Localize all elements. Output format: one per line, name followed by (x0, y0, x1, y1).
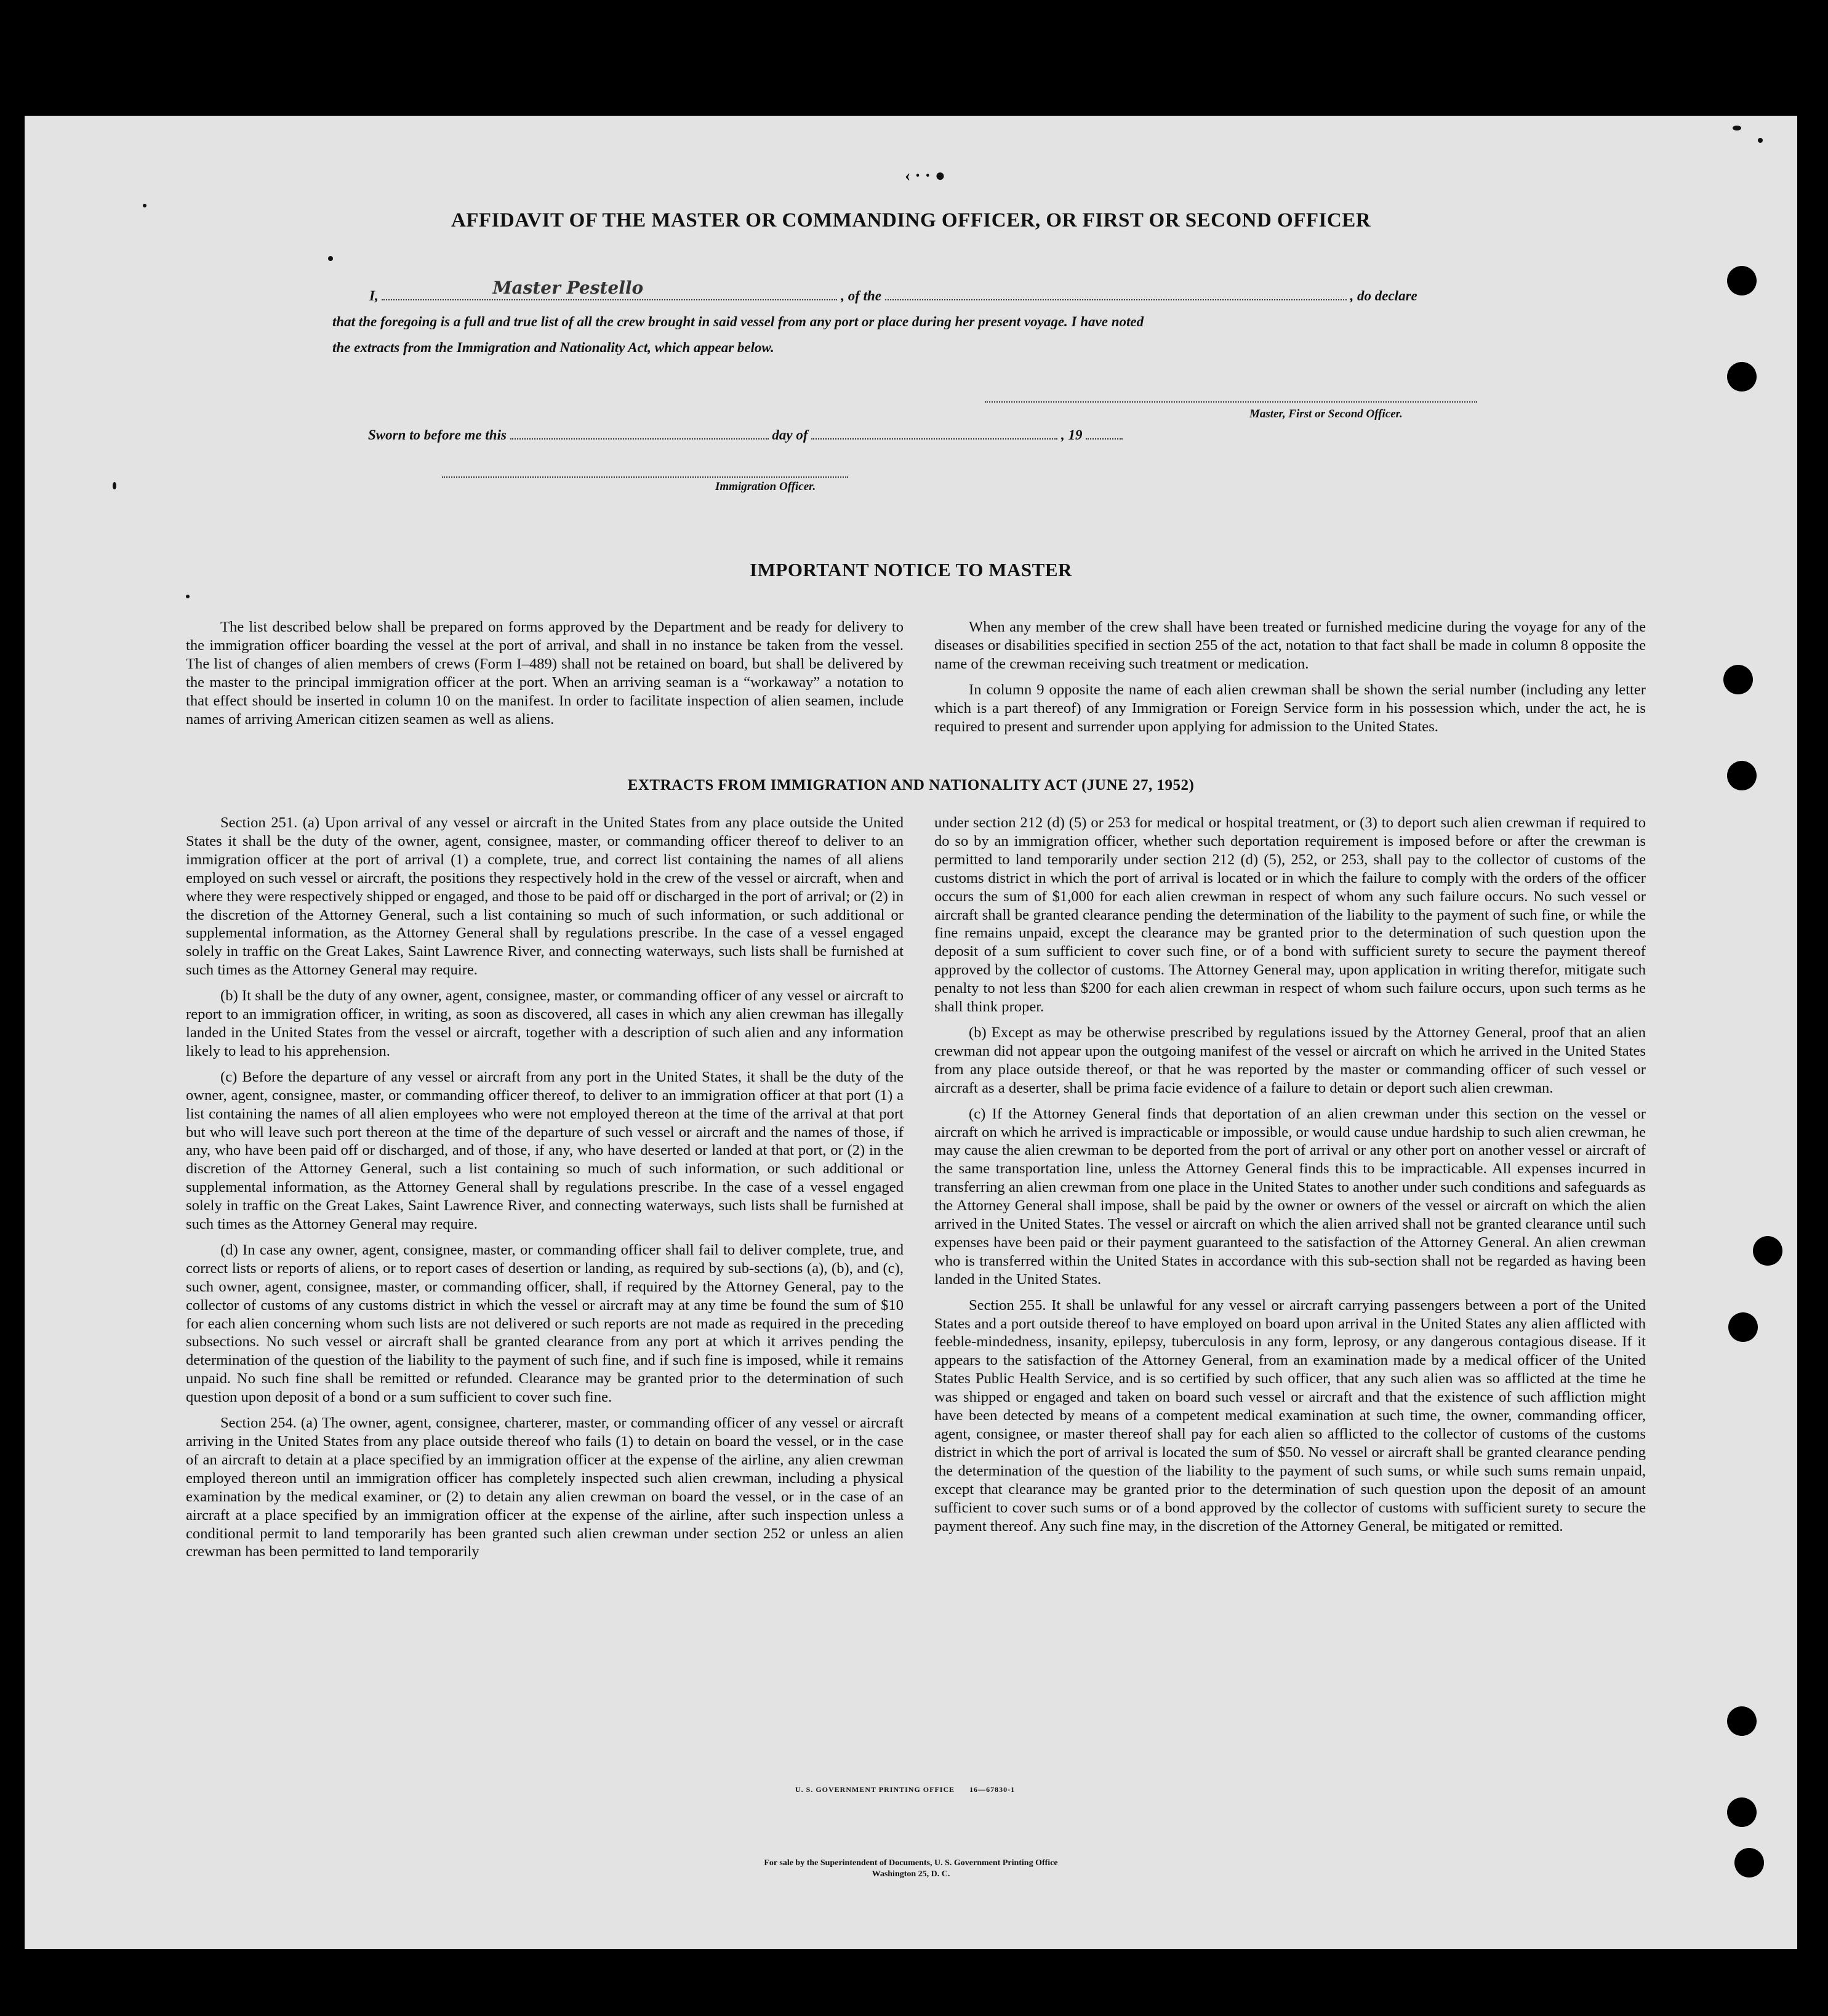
affidavit-line-3: the extracts from the Immigration and Nationality Act, which appear below. (332, 340, 774, 355)
name-field[interactable] (382, 278, 837, 300)
of-the-label: , of the (841, 288, 882, 303)
section-251c: (c) Before the departure of any vessel or aircraft from any port in the United States, it shall be the duty of the owner, agent, consignee, master, or commanding officer thereof, to deliver to an immigration officer at that port (1) a list containing the names of all alien employees who were not employed thereon at the time of the arrival at that port but who will leave such port thereon at the time of the departure of such vessel or aircraft and the names of those, if any, who have been paid off or discharged, and of those, if any, who have deserted or landed at that port, or (2) in the discretion of the Attorney General, such a list containing so much of such information, or such additional or supplemental information, as the Attorney General shall by regulations prescribe. In the case of a vessel engaged solely in traffic on the Great Lakes, Saint Lawrence River, and connecting waterways, such lists shall be furnished at such times as the Attorney General may require. (186, 1068, 904, 1233)
punch-hole-9 (1734, 1848, 1764, 1877)
affidavit-title: AFFIDAVIT OF THE MASTER OR COMMANDING OFFICER, OR FIRST OR SECOND OFFICER (451, 209, 1371, 231)
declare-line (369, 278, 1502, 304)
footer (25, 1858, 1797, 1880)
footer-line-2: Washington 25, D. C. (872, 1869, 950, 1879)
ink-fleck (113, 482, 116, 489)
notice-right-paragraph-2: In column 9 opposite the name of each alien crewman shall be shown the serial number (including any letter which is a part thereof) of any Immigration or Foreign Service form in his possession which, under the act, he is required to present and surrender upon applying for admission to the United States. (934, 681, 1646, 735)
document-page (25, 116, 1797, 1949)
punch-hole-7 (1727, 1706, 1757, 1736)
sworn-year-field[interactable] (1086, 438, 1123, 440)
punch-hole-4 (1727, 761, 1757, 790)
vessel-field[interactable] (885, 299, 1347, 300)
master-signature-label: Master, First or Second Officer. (1249, 408, 1403, 420)
affidavit-line-2: that the foregoing is a full and true list of all the crew brought in said vessel from any port or place during her present voyage. I have noted (332, 314, 1144, 329)
day-of-label: day of (772, 427, 808, 443)
ink-fleck (143, 204, 146, 207)
ink-fleck (186, 595, 190, 598)
section-251d: (d) In case any owner, agent, consignee, master, or commanding officer shall fail to deliver complete, true, and correct lists or reports of aliens, or to report cases of desertion or landing, as required by sub-sections (a), (b), and (c), such owner, agent, consignee, master, or commanding officer, shall, if required by the Attorney General, pay to the collector of customs of any customs district in which the vessel or aircraft may at any time be found the sum of $10 for each alien concerning whom such lists are not delivered or such reports are not made as required in the preceding subsections. No such vessel or aircraft shall be granted clearance from any port at which it arrives pending the determination of the question of the liability to the payment of such fine, and if such fine is imposed, while it remains unpaid. No such fine shall be remitted or refunded. Clearance may be granted prior to the determination of such question upon deposit of a bond or a sum sufficient to cover such fine. (186, 1241, 904, 1406)
i-label: I, (369, 288, 379, 303)
punch-hole-5 (1753, 1236, 1782, 1266)
extracts-left-column (186, 814, 904, 1568)
extracts-title: EXTRACTS FROM IMMIGRATION AND NATIONALITY ACT (JUNE 27, 1952) (627, 777, 1195, 793)
do-declare-label: , do declare (1350, 288, 1417, 303)
sworn-label: Sworn to before me this (368, 427, 507, 443)
section-251a: Section 251. (a) Upon arrival of any vessel or aircraft in the United States from any place outside the United States it shall be the duty of the owner, agent, consignee, master, or commanding officer thereof to deliver to an immigration officer at the port of arrival (1) a complete, true, and correct list containing the names of all aliens employed on such vessel or aircraft, the positions they respectively hold in the crew of the vessel or aircraft, when and where they were respectively shipped or engaged, and those to be paid off or discharged in the port of arrival; or (2) in the discretion of the Attorney General, such a list containing so much of such information, or such additional or supplemental information, as the Attorney General shall by regulations prescribe. In the case of a vessel engaged solely in traffic on the Great Lakes, Saint Lawrence River, and connecting waterways, such lists shall be furnished at such times as the Attorney General may require. (186, 814, 904, 979)
section-254a: Section 254. (a) The owner, agent, consignee, charterer, master, or commanding officer of any vessel or aircraft arriving in the United States from any place outside thereof who fails (1) to detain on board the vessel, or in the case of an aircraft to detain at a place specified by an immigration officer at the expense of the airline, any alien crewman employed thereon until an immigration officer has completely inspected such alien crewman, including a physical examination by the medical examiner, or (2) to detain any alien crewman on board the vessel, or in the case of an aircraft at a place specified by an immigration officer at the expense of the airline, after such inspection unless a conditional permit to land temporarily has been granted such alien crewman under section 252 or unless an alien crewman has been permitted to land temporarily (186, 1415, 904, 1560)
punch-hole-2 (1727, 362, 1757, 392)
footer-line-1: For sale by the Superintendent of Documents, U. S. Government Printing Office (764, 1858, 1058, 1868)
handwritten-name: Master Pestello (492, 278, 644, 298)
sworn-day-field[interactable] (510, 438, 769, 440)
section-255: Section 255. It shall be unlawful for any vessel or aircraft carrying passengers between a port of the United States and a port outside thereof to have employed on board upon arrival in the United States any alien afflicted with feeble-mindedness, insanity, epilepsy, tuberculosis in any form, leprosy, or any dangerous contagious disease. If it appears to the satisfaction of the Attorney General, from an examination made by a medical officer of the United States Public Health Service, and is so certified by such officer, that any such alien was so afflicted at the time he was shipped or engaged and taken on board such vessel or aircraft and that the existence of such affliction might have been detected by means of a competent medical examination at such time, the owner, commanding officer, agent, consignee, or master thereof shall pay for each alien so afflicted to the collector of customs of the customs district in which the port of arrival is located the sum of $50. No vessel or aircraft shall be granted clearance pending the determination of the question of the liability to the payment of such sums, or while such sums remain unpaid, except that clearance may be granted prior to the determination of such question upon the deposit of an amount sufficient to cover such sums or of a bond approved by the collector of customs with sufficient surety to secure the payment thereof. Any such fine may, in the discretion of the Attorney General, be mitigated or remitted. (934, 1296, 1646, 1535)
section-254b: (b) Except as may be otherwise prescribed by regulations issued by the Attorney General, proof that an alien crewman did not appear upon the outgoing manifest of the vessel or aircraft on which he arrived in the United States from any place outside thereof, or that he was reported by the master or commanding officer of such vessel or aircraft as a deserter, shall be prima facie evidence of a failure to detain or deport such alien crewman. (934, 1024, 1646, 1096)
punch-hole-8 (1727, 1797, 1757, 1827)
punch-hole-1 (1727, 266, 1757, 295)
sworn-line (368, 427, 1123, 443)
punch-hole-3 (1723, 665, 1753, 694)
officer-signature-line[interactable] (442, 475, 848, 478)
officer-signature-label: Immigration Officer. (715, 480, 816, 493)
master-signature-line[interactable] (985, 400, 1477, 403)
section-254c: (c) If the Attorney General finds that deportation of an alien crewman under this section on the vessel or aircraft on which he arrived is impracticable or impossible, or would cause undue hardship to such alien crewman, he may cause the alien crewman to be deported from the port of arrival or any other port on another vessel or aircraft of the same transportation line, unless the Attorney General finds this to be impracticable. All expenses incurred in transferring an alien crewman from one place in the United States to another under such conditions and safeguards as the Attorney General shall impose, shall be paid by the owner or owners of the vessel or aircraft on which the alien arrived in the United States. The vessel or aircraft on which the alien arrived shall not be granted clearance until such expenses have been paid or their payment guaranteed to the satisfaction of the Attorney General. An alien crewman who is transferred within the United States in accordance with this sub-section shall not be regarded as having been landed in the United States. (934, 1105, 1646, 1288)
sworn-month-field[interactable] (811, 438, 1057, 440)
section-251b: (b) It shall be the duty of any owner, agent, consignee, master, or commanding officer of any vessel or aircraft to report to an immigration officer, in writing, as soon as discovered, all cases in which any alien crewman has illegally landed in the United States from the vessel or aircraft, together with a description of such alien and any information likely to lead to his apprehension. (186, 987, 904, 1059)
notice-right-paragraph-1: When any member of the crew shall have been treated or furnished medicine during the voyage for any of the diseases or disabilities specified in section 255 of the act, notation to that fact shall be made in column 8 opposite the name of the crewman receiving such treatment or medication. (934, 619, 1646, 672)
notice-right-column (934, 618, 1646, 743)
notice-left-paragraph: The list described below shall be prepared on forms approved by the Department and be ready for delivery to the immigration officer boarding the vessel at the port of arrival, and shall in no instance be taken from the vessel. The list of changes of alien members of crews (Form I–489) shall not be retained on board, but shall be delivered by the master to the principal immigration officer at the port. When an arriving seaman is a “workaway” a notation to that effect should be inserted in column 10 on the manifest. In order to facilitate inspection of alien seamen, include names of arriving American citizen seamen as well as aliens. (186, 619, 904, 728)
extracts-right-column (934, 814, 1646, 1543)
ink-fleck (328, 256, 333, 261)
notice-title: IMPORTANT NOTICE TO MASTER (750, 559, 1072, 580)
ink-fleck (1758, 138, 1763, 143)
year-label: , 19 (1061, 427, 1083, 443)
punch-hole-6 (1728, 1312, 1758, 1342)
ink-fleck (1733, 126, 1741, 131)
section-254a-continued: under section 212 (d) (5) or 253 for medical or hospital treatment, or (3) to deport such alien crewman if required to do so by an immigration officer, whether such deportation requirement is imposed before or after the crewman is permitted to land temporarily under section 212 (d) (5), 252, or 253, shall pay to the collector of customs of the customs district in which the port of arrival is located or in which the failure to comply with the orders of the officer occurs the sum of $1,000 for each alien crewman in respect of whom any such failure occurs. No such vessel or aircraft shall be granted clearance pending the determination of the liability to the payment of such fine, or while the fine remains unpaid, except the clearance may be granted prior to the determination of such question upon the deposit of a sum sufficient to cover such fine, or of a bond with sufficient surety to secure the payment thereof approved by the collector of customs. The Attorney General may, upon application in writing therefor, mitigate such penalty to not less than $200 for each alien crewman in respect of whom such failure occurs, upon such terms as he shall think proper. (934, 814, 1646, 1016)
top-marks: ‹ · · ● (905, 166, 945, 185)
notice-left-column (186, 618, 904, 736)
printer-mark: U. S. GOVERNMENT PRINTING OFFICE 16—67830-1 (795, 1785, 1016, 1794)
